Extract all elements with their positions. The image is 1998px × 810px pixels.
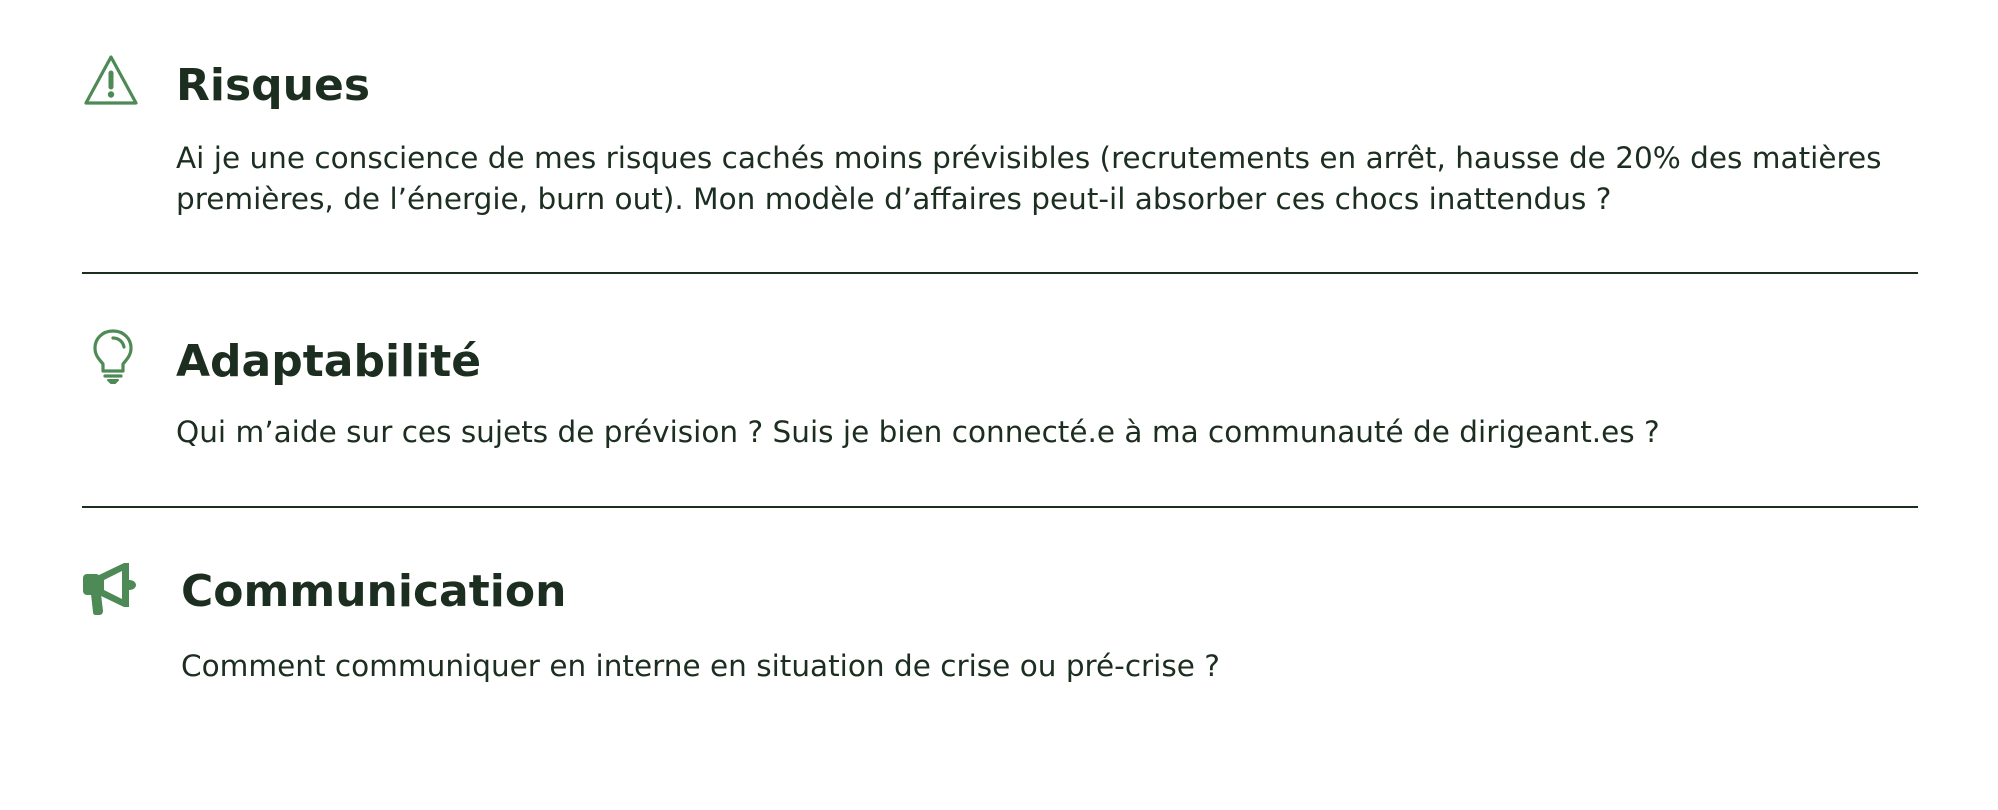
section-communication	[82, 508, 1918, 768]
section-risques	[82, 0, 1918, 272]
section-description: Comment communiquer en interne en situation de crise ou pré-crise ?	[181, 649, 1220, 683]
section-title: Communication	[181, 566, 567, 617]
megaphone-icon	[82, 560, 140, 618]
content-list	[82, 0, 1918, 768]
section-title: Adaptabilité	[176, 336, 482, 387]
warning-triangle-icon	[82, 52, 140, 110]
section-adaptabilite	[82, 274, 1918, 506]
section-title: Risques	[176, 60, 371, 111]
section-description: Qui m’aide sur ces sujets de prévision ? Suis je bien connecté.e à ma communauté de dirigeant.es ?	[176, 415, 1660, 449]
lightbulb-icon	[84, 328, 142, 386]
section-description: Ai je une conscience de mes risques cachés moins prévisibles (recrutements en arrêt, hausse de 20% des matières premières, de l’énergie, burn out). Mon modèle d’affaires peut-il absorber ces chocs inattendus ?	[176, 141, 1882, 216]
